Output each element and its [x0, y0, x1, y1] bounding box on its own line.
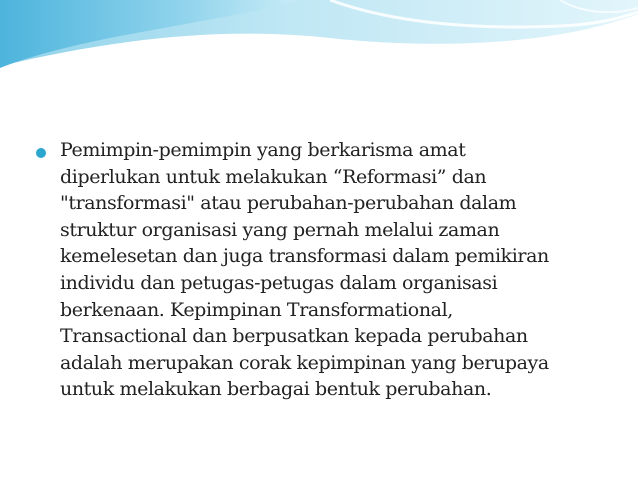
bullet-item	[36, 137, 596, 403]
header-wave-decoration	[0, 0, 638, 80]
slide-content	[36, 137, 596, 403]
filled-circle-bullet-icon	[36, 148, 46, 158]
bullet-text: Pemimpin-pemimpin yang berkarisma amat diperlukan untuk melakukan “Reformasi” dan "transformasi" atau perubahan-perubahan dalam struktur organisasi yang pernah melalui zaman kemelesetan dan juga transformasi dalam pemikiran individu dan petugas-petugas dalam organisasi berkenaan. Kepimpinan Transformational, Transactional dan berpusatkan kepada perubahan adalah merupakan corak kepimpinan yang berupaya untuk melakukan berbagai bentuk perubahan.	[60, 139, 549, 401]
